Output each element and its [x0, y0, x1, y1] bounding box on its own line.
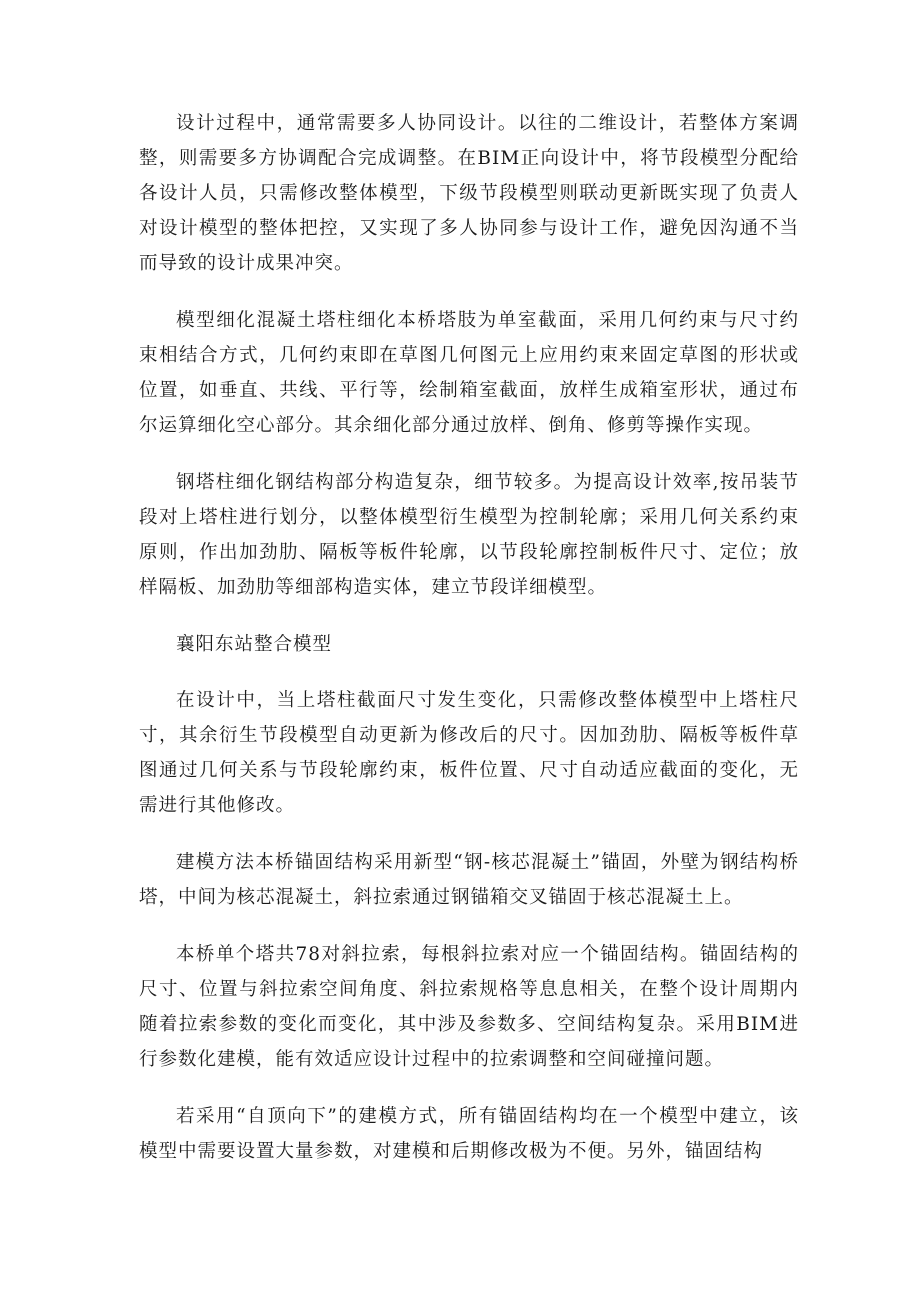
paragraph-concrete-tower-refinement: 模型细化混凝土塔柱细化本桥塔肢为单室截面，采用几何约束与尺寸约束相结合方式，几何约束即在草图几何图元上应用约束来固定草图的形状或位置，如垂直、共线、平行等，绘制箱室截面，放样生成箱室形状，通过布尔运算细化空心部分。其余细化部分通过放样、倒角、修剪等操作实现。 — [139, 310, 799, 436]
paragraph-steel-tower-refinement: 钢塔柱细化钢结构部分构造复杂，细节较多。为提高设计效率,按吊装节段对上塔柱进行划分，以整体模型衍生模型为控制轮廓；采用几何关系约束原则，作出加劲肋、隔板等板件轮廓，以节段轮廓控制板件尺寸、定位；放样隔板、加劲肋等细部构造实体，建立节段详细模型。 — [139, 472, 799, 598]
paragraph-top-down-modeling: 若采用“自顶向下”的建模方式，所有锚固结构均在一个模型中建立，该模型中需要设置大量参数，对建模和后期修改极为不便。另外，锚固结构 — [139, 1106, 799, 1162]
paragraph-section-change: 在设计中，当上塔柱截面尺寸发生变化，只需修改整体模型中上塔柱尺寸，其余衍生节段模型自动更新为修改后的尺寸。因加劲肋、隔板等板件草图通过几何关系与节段轮廓约束，板件位置、尺寸自动适应截面的变化，无需进行其他修改。 — [139, 690, 799, 816]
paragraph-collaborative-design: 设计过程中，通常需要多人协同设计。以往的二维设计，若整体方案调整，则需要多方协调配合完成调整。在BIM正向设计中，将节段模型分配给各设计人员，只需修改整体模型，下级节段模型则联动更新既实现了负责人对设计模型的整体把控，又实现了多人协同参与设计工作，避免因沟通不当而导致的设计成果冲突。 — [139, 113, 799, 274]
paragraph-anchorage-method: 建模方法本桥锚固结构采用新型“钢-核芯混凝土”锚固，外壁为钢结构桥塔，中间为核芯混凝土，斜拉索通过钢锚箱交叉锚固于核芯混凝土上。 — [139, 852, 799, 908]
document-page — [139, 106, 799, 1191]
section-heading: 襄阳东站整合模型 — [176, 634, 333, 655]
paragraph-stay-cables: 本桥单个塔共78对斜拉索，每根斜拉索对应一个锚固结构。锚固结构的尺寸、位置与斜拉索空间角度、斜拉索规格等息息相关，在整个设计周期内随着拉索参数的变化而变化，其中涉及参数多、空间结构复杂。采用BIM进行参数化建模，能有效适应设计过程中的拉索调整和空间碰撞问题。 — [139, 944, 799, 1070]
